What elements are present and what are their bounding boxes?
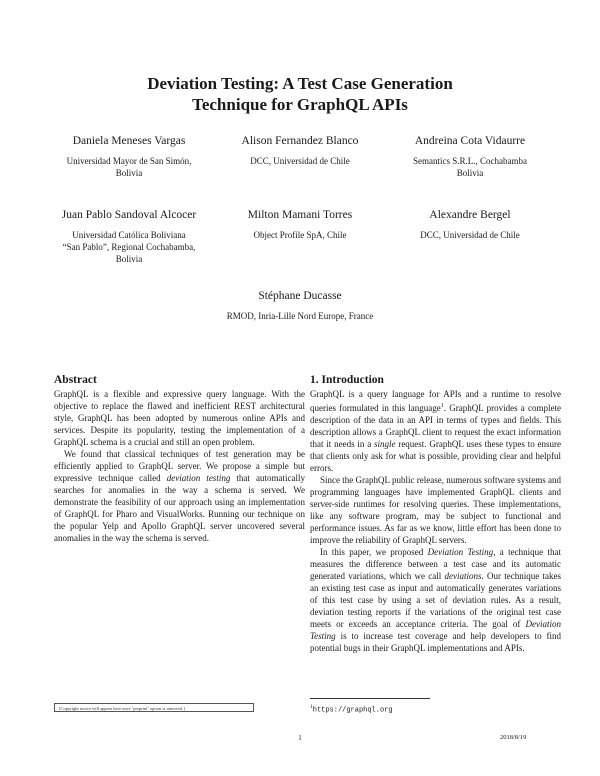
emphasis-text: deviation testing xyxy=(166,473,231,483)
author-block xyxy=(39,208,219,265)
author-name: Alison Fernandez Blanco xyxy=(241,135,359,147)
author-name: Stéphane Ducasse xyxy=(258,290,342,302)
affiliation-line: Bolivia xyxy=(115,254,143,264)
paper-title xyxy=(0,73,600,115)
affiliation-line: DCC, Universidad de Chile xyxy=(250,156,350,166)
author-block xyxy=(380,208,560,241)
affiliation-line: Semantics S.R.L., Cochabamba xyxy=(413,156,527,166)
abstract-body xyxy=(54,388,305,544)
page-date: 2018/8/19 xyxy=(500,734,527,741)
introduction-heading: 1. Introduction xyxy=(310,374,384,386)
affiliation-line: Universidad Católica Boliviana xyxy=(72,230,186,240)
emphasis-text: Deviation Testing xyxy=(310,619,561,641)
author-block xyxy=(210,134,390,167)
affiliation-line: Bolivia xyxy=(456,168,484,178)
author-name: Daniela Meneses Vargas xyxy=(72,135,186,147)
intro-paragraph-2: Since the GraphQL public release, numerous software systems and programming languages have implemented GraphQL clients and server-side runtimes for resolving queries. These implementations, like any software program, may be subject to functional and performance issues. As far as we know, little effort has been done to improve the reliability of GraphQL servers. xyxy=(310,475,561,545)
emphasis-text: single xyxy=(374,439,396,449)
text-run: , a technique that measures the difference between a test case and its automatic generated variations, which we call xyxy=(310,547,561,581)
author-affiliation xyxy=(210,155,390,167)
abstract-paragraph-2 xyxy=(54,448,305,544)
emphasis-text: deviations xyxy=(444,571,482,581)
affiliation-line: DCC, Universidad de Chile xyxy=(420,230,520,240)
affiliation-line: Universidad Mayor de San Simón, xyxy=(66,156,192,166)
footnote-marker: 1 xyxy=(440,403,444,409)
author-block xyxy=(39,134,219,179)
title-line-1: Deviation Testing: A Test Case Generation xyxy=(147,74,453,93)
intro-paragraph-1 xyxy=(310,388,561,474)
introduction-body xyxy=(310,388,561,654)
affiliation-line: Bolivia xyxy=(115,168,143,178)
footnote-link[interactable]: https://graphql.org xyxy=(312,706,393,715)
author-affiliation xyxy=(150,310,450,322)
text-run: In this paper, we proposed xyxy=(320,547,428,557)
text-run: is to increase test coverage and help developers to find potential bugs in their GraphQL implementations and APIs. xyxy=(310,631,561,653)
text-run: . Our technique takes an existing test case as input and automatically generates variations of this test case by using a set of deviation rules. As a result, deviation testing reports if the variations of the original test case meets or exceeds an acceptance criteria. The goal of xyxy=(310,571,561,629)
abstract-paragraph-1: GraphQL is a flexible and expressive query language. With the objective to replace the flawed and inefficient REST architectural style, GraphQL has been adopted by numerous online APIs and services. Despite its popularity, testing the implementation of a GraphQL schema is a crucial and still an open problem. xyxy=(54,389,305,447)
text-run: . GraphQL provides a complete description of the data in an API in terms of types and fields. This description allows a GraphQL client to request the exact information that it needs in a xyxy=(310,403,561,449)
copyright-notice: [Copyright notice will appear here once ’preprint’ option is removed.] xyxy=(54,703,254,712)
abstract-heading: Abstract xyxy=(54,374,97,386)
author-name: Milton Mamani Torres xyxy=(247,209,353,221)
intro-paragraph-3 xyxy=(310,546,561,654)
author-affiliation xyxy=(39,155,219,179)
page-number: 1 xyxy=(298,734,302,742)
author-block xyxy=(210,208,390,241)
text-run: request. GraphQL uses these types to ensure that clients only ask for what is possible, providing clear and helpful errors. xyxy=(310,439,562,473)
affiliation-line: RMOD, Inria-Lille Nord Europe, France xyxy=(226,311,374,321)
footnote-number: 1 xyxy=(310,704,313,710)
author-affiliation xyxy=(39,229,219,265)
author-name: Alexandre Bergel xyxy=(429,209,511,221)
text-run: that automatically searches for anomalies in the way a schema is served. We demonstrate the feasibility of our approach using an implementation of GraphQL for Pharo and VisualWorks. Running our technique on the popular Yelp and Apollo GraphQL server uncovered several anomalies in the way the schema is served. xyxy=(54,473,305,543)
author-affiliation xyxy=(380,155,560,179)
author-name: Juan Pablo Sandoval Alcocer xyxy=(61,209,197,221)
affiliation-line: “San Pablo”, Regional Cochabamba, xyxy=(62,242,196,252)
emphasis-text: Deviation Testing xyxy=(427,547,494,557)
author-affiliation xyxy=(210,229,390,241)
author-block xyxy=(380,134,560,179)
author-affiliation xyxy=(380,229,560,241)
text-run: GraphQL is a query language for APIs and a runtime to resolve queries formulated in this language xyxy=(310,389,561,413)
footnote xyxy=(310,702,393,716)
author-name: Andreina Cota Vidaurre xyxy=(414,135,526,147)
affiliation-line: Object Profile SpA, Chile xyxy=(253,230,347,240)
title-line-2: Technique for GraphQL APIs xyxy=(192,95,408,114)
text-run: We found that classical techniques of test generation may be efficiently applied to GraphQL server. We propose a simple but expressive technique called xyxy=(54,449,305,483)
footnote-rule xyxy=(310,698,430,699)
author-block xyxy=(150,289,450,322)
